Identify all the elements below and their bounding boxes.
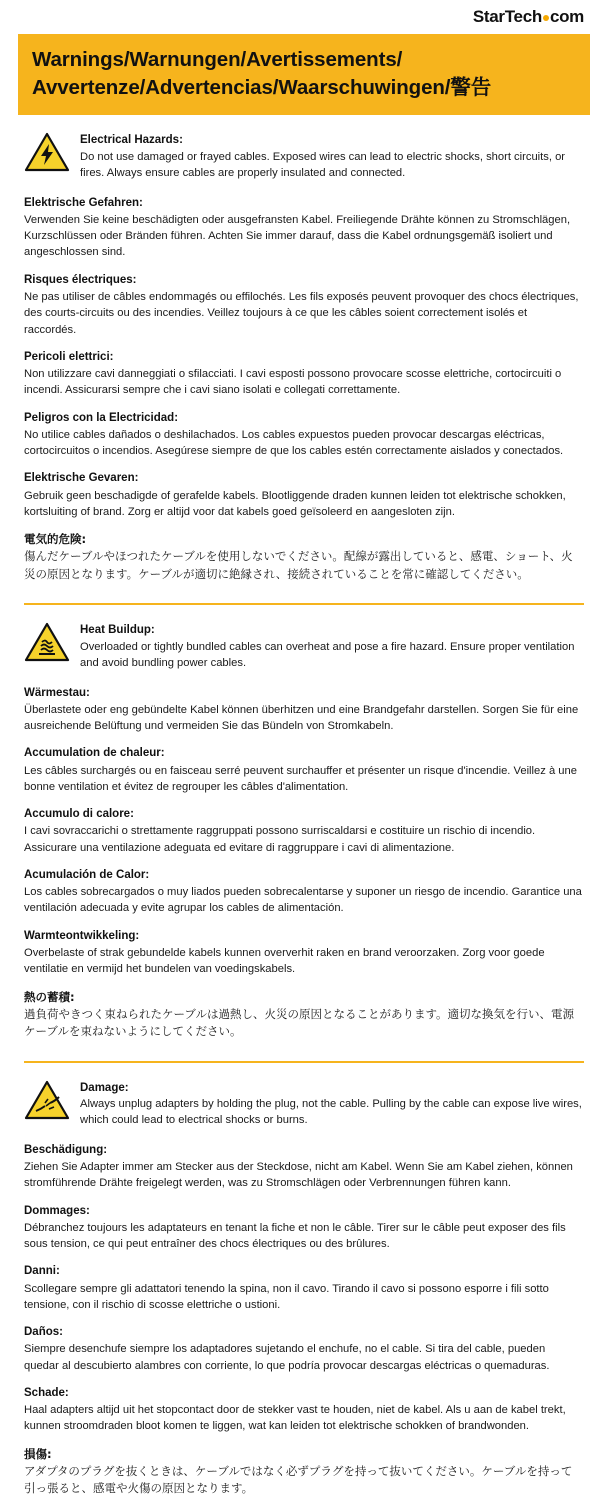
translation-block-ja xyxy=(18,989,590,1041)
translation-label: Warmteontwikkeling: xyxy=(24,929,140,942)
page-title-band xyxy=(18,34,590,115)
section-header xyxy=(18,1077,590,1131)
translation-block-nl xyxy=(18,470,590,520)
section-body: Overloaded or tightly bundled cables can overheat and pose a fire hazard. Ensure proper ventilation and avoid bundling power cables. xyxy=(80,640,575,669)
translation-block-ja xyxy=(18,531,590,583)
translation-block-ja xyxy=(18,1446,590,1498)
electrical-hazard-icon xyxy=(24,131,70,173)
translation-block-es xyxy=(18,410,590,460)
translation-label: Daños: xyxy=(24,1326,63,1339)
translation-text: Gebruik geen beschadigde of gerafelde kabels. Blootliggende draden kunnen leiden tot elektrische schokken, kortsluiting of brand. Zorg er altijd voor dat kabels goed geïsoleerd en aangesloten zijn. xyxy=(24,489,566,518)
translation-label: 損傷: xyxy=(24,1446,52,1461)
brand-name: StarTech xyxy=(472,7,542,26)
page-title-line-2: Avvertenze/Advertencias/Waarschuwingen/警告 xyxy=(32,75,492,99)
translation-block-fr xyxy=(18,1203,590,1253)
translation-text: Los cables sobrecargados o muy liados pueden sobrecalentarse y suponer un riesgo de incendio. Garantice una ventilación adecuada y evite agrupar los cables de alimentación. xyxy=(24,886,582,915)
section-header-text xyxy=(80,131,590,181)
translation-text: Haal adapters altijd uit het stopcontact door de stekker vast te houden, niet de kabel. Als u aan de kabel trekt, kunnen stroomdraden bloot komen te liggen, wat kan leiden tot elektrische schokken of brandwonden. xyxy=(24,1404,566,1433)
translation-label: 熱の蓄積: xyxy=(24,989,75,1004)
translation-block-nl xyxy=(18,928,590,978)
translation-label: Accumulo di calore: xyxy=(24,808,134,821)
translation-text: 傷んだケーブルやほつれたケーブルを使用しないでください。配線が露出していると、感電、ショート、火災の原因となります。ケーブルが適切に絶縁され、接続されていることを常に確認してください。 xyxy=(24,549,573,581)
section-title: Electrical Hazards: xyxy=(80,134,183,147)
section-damage xyxy=(18,1063,590,1498)
translation-text: Overbelaste of strak gebundelde kabels kunnen oververhit raken en brand veroorzaken. Zorg voor goede ventilatie en vermijd het bundelen van voedingskabels. xyxy=(24,946,545,976)
translation-label: Acumulación de Calor: xyxy=(24,868,150,881)
translation-text: Siempre desenchufe siempre los adaptadores sujetando el enchufe, no el cable. Si tira del cable, pueden quedar al descubierto alambres con corriente, lo que podría provocar descargas eléctricas o quemaduras. xyxy=(24,1343,550,1372)
translation-text: Non utilizzare cavi danneggiati o sfilacciati. I cavi esposti possono provocare scosse elettriche, cortocircuiti o incendi. Assicurarsi sempre che i cavi siano isolati e collegati correttamente. xyxy=(24,368,562,397)
translation-label: Wärmestau: xyxy=(24,686,90,699)
heat-buildup-icon xyxy=(24,621,70,663)
section-title: Damage: xyxy=(80,1081,129,1094)
translation-label: 電気的危険: xyxy=(24,532,87,547)
section-header-text xyxy=(80,1079,590,1129)
translation-block-nl xyxy=(18,1385,590,1435)
section-heat-buildup xyxy=(18,605,590,1062)
translation-block-es xyxy=(18,867,590,917)
translation-block-it xyxy=(18,349,590,399)
translation-label: Elektrische Gefahren: xyxy=(24,196,143,209)
translation-label: Elektrische Gevaren: xyxy=(24,472,139,485)
translation-block-it xyxy=(18,806,590,856)
translation-block-fr xyxy=(18,745,590,795)
translation-label: Pericoli elettrici: xyxy=(24,350,114,363)
section-header-text xyxy=(80,621,590,671)
translation-block-fr xyxy=(18,272,590,338)
translation-block-de xyxy=(18,685,590,735)
section-header xyxy=(18,129,590,183)
translation-text: Scollegare sempre gli adattatori tenendo la spina, non il cavo. Tirando il cavo si possono esporre i fili sotto tensione, con il rischio di scosse elettriche o ustioni. xyxy=(24,1282,549,1311)
translation-label: Danni: xyxy=(24,1265,60,1278)
translation-label: Peligros con la Electricidad: xyxy=(24,411,179,424)
translation-label: Accumulation de chaleur: xyxy=(24,747,165,760)
damage-hazard-icon xyxy=(24,1079,70,1121)
translation-label: Risques électriques: xyxy=(24,273,137,286)
translation-text: Verwenden Sie keine beschädigten oder ausgefransten Kabel. Freiliegende Drähte können zu Stromschlägen, Kurzschlüssen oder Bränden führen. Achten Sie immer darauf, dass die Kabel ordnungsgemäß isoliert und angeschlossen sind. xyxy=(24,213,571,259)
brand-dot-icon xyxy=(543,15,549,21)
translation-text: Überlastete oder eng gebündelte Kabel können überhitzen und eine Brandgefahr darstellen. Sorgen Sie für eine ausreichende Belüftung und vermeiden Sie das Bündeln von Stromkabeln. xyxy=(24,703,579,733)
translation-block-de xyxy=(18,1142,590,1192)
translation-label: Schade: xyxy=(24,1387,69,1400)
translation-label: Beschädigung: xyxy=(24,1143,108,1156)
translation-text: 過負荷やきつく束ねられたケーブルは過熱し、火災の原因となることがあります。適切な換気を行い、電源ケーブルを束ねないようにしてください。 xyxy=(24,1006,575,1039)
translation-text: No utilice cables dañados o deshilachados. Los cables expuestos pueden provocar descargas eléctricas, cortocircuitos o incendios. Asegúrese siempre de que los cables estén correctamente aislados y conectados. xyxy=(24,428,564,458)
brand-suffix: com xyxy=(549,7,584,26)
brand-header xyxy=(18,0,590,34)
section-body: Do not use damaged or frayed cables. Exposed wires can lead to electric shocks, short circuits, or fires. Always ensure cables are properly insulated and connected. xyxy=(80,150,566,179)
translation-text: I cavi sovraccarichi o strettamente raggruppati possono surriscaldarsi e costituire un rischio di incendio. Assicurare una ventilazione adeguata ed evitare di raggruppare i cavi di alimentazione. xyxy=(24,825,536,854)
startech-logo xyxy=(473,7,584,27)
translation-text: Ziehen Sie Adapter immer am Stecker aus der Steckdose, nicht am Kabel. Wenn Sie am Kabel ziehen, können stromführende Drähte freigelegt werden, was zu Stromschlägen oder Verbrennungen führen kann. xyxy=(24,1160,573,1190)
section-title: Heat Buildup: xyxy=(80,624,155,637)
translation-label: Dommages: xyxy=(24,1204,90,1217)
section-header xyxy=(18,619,590,673)
translation-text: Débranchez toujours les adaptateurs en tenant la fiche et non le câble. Tirer sur le câble peut exposer des fils sous tension, ce qui peut entraîner des chocs électriques ou des brûlures. xyxy=(24,1221,566,1251)
translation-block-es xyxy=(18,1324,590,1374)
translation-block-it xyxy=(18,1263,590,1313)
translation-block-de xyxy=(18,195,590,261)
section-electrical-hazards xyxy=(18,115,590,605)
translation-text: アダプタのプラグを抜くときは、ケーブルではなく必ずプラグを持って抜いてください。ケーブルを持って引っ張ると、感電や火傷の原因となります。 xyxy=(24,1463,573,1496)
translation-text: Ne pas utiliser de câbles endommagés ou effilochés. Les fils exposés peuvent provoquer des chocs électriques, des courts-circuits ou des incendies. Veillez toujours à ce que les câbles soient correctement isolés et raccordés. xyxy=(24,290,579,336)
page-title-line-1: Warnings/Warnungen/Avertissements/ xyxy=(32,48,403,71)
section-body: Always unplug adapters by holding the plug, not the cable. Pulling by the cable can expose live wires, which could lead to electrical shocks or burns. xyxy=(80,1098,582,1126)
translation-text: Les câbles surchargés ou en faisceau serré peuvent surchauffer et présenter un risque d'incendie. Veillez à une bonne ventilation et évitez de regrouper les câbles d'alimentation. xyxy=(24,764,577,793)
